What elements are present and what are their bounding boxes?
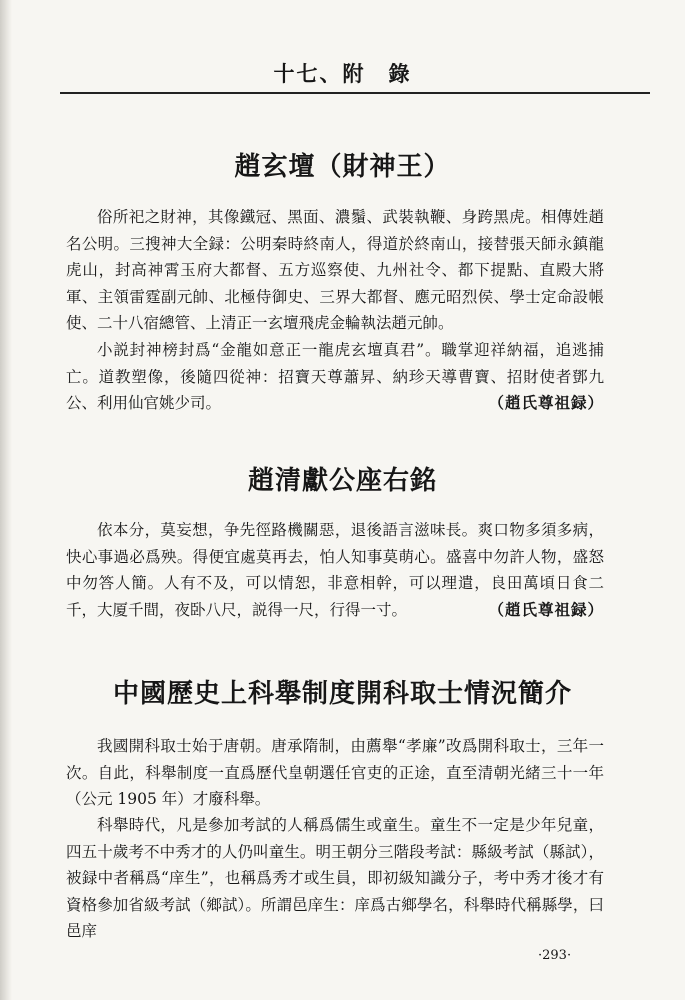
source-citation: （趙氏尊祖録） <box>488 393 604 412</box>
body-paragraph: 我國開科取士始于唐朝。唐承隋制，由薦舉“孝廉”改爲開科取士，三年一次。自此，科舉制度一直爲歷代皇朝選任官吏的正途，直至清朝光緒三十一年（公元 1905 年）才廢科舉。 <box>66 737 604 808</box>
body-paragraph <box>66 337 604 417</box>
section-title: 中國歷史上科舉制度開科取士情況簡介 <box>112 679 572 709</box>
source-citation: （趙氏尊祖録） <box>488 599 604 619</box>
running-head: 十七、附 錄 <box>273 61 412 86</box>
body-paragraph: 科舉時代，凡是參加考試的人稱爲儒生或童生。童生不一定是少年兒童，四五十歲考不中秀才的人仍叫童生。明王朝分三階段考試：縣級考試（縣試），被録中者稱爲“庠生”，也稱爲秀才或生員，即初級知識分子，考中秀才後才有資格參加省級考試（鄉試）。所謂邑庠生：庠爲古鄉學名，科舉時代稱縣學，曰邑庠 <box>66 816 604 940</box>
body-paragraph <box>66 517 604 623</box>
paragraph-text: 小説封神榜封爲“金龍如意正一龍虎玄壇真君”。職掌迎祥納福，追逃捕亡。道教塑像，後隨四從神：招寶天尊蕭昇、納珍天導曹寶、招財使者鄧九公、利用仙官姚少司。 <box>66 341 604 412</box>
page-number: ·293· <box>538 948 572 963</box>
body-paragraph: 俗所祀之財神，其像鐵冠、黑面、濃鬚、武裝執鞭、身跨黑虎。相傳姓趙名公明。三搜神大全録：公明秦時終南人，得道於終南山，接替張天師永鎮龍虎山，封高神霄玉府大都督、五方巡察使、九州社令、都下提點、直殿大將軍、主領雷霆副元帥、北極侍御史、三界大都督、應元昭烈侯、學士定命設帳使、二十八宿總管、上清正一玄壇飛虎金輪執法趙元帥。 <box>66 208 604 332</box>
paragraph-text: 依本分，莫妄想，争先徑路機關惡，退後語言滋味長。爽口物多須多病，快心事過必爲殃。得便宜處莫再去，怕人知事莫萌心。盛喜中勿許人物，盛怒中勿答人簡。人有不及，可以情恕，非意相幹，可以理遣，良田萬頃日食二千，大厦千間，夜卧八尺，説得一尺，行得一寸。 <box>66 521 604 619</box>
header-rule <box>60 92 650 94</box>
section-title: 趙清獻公座右銘 <box>247 466 437 496</box>
section-title: 趙玄壇（財神王） <box>234 152 451 182</box>
